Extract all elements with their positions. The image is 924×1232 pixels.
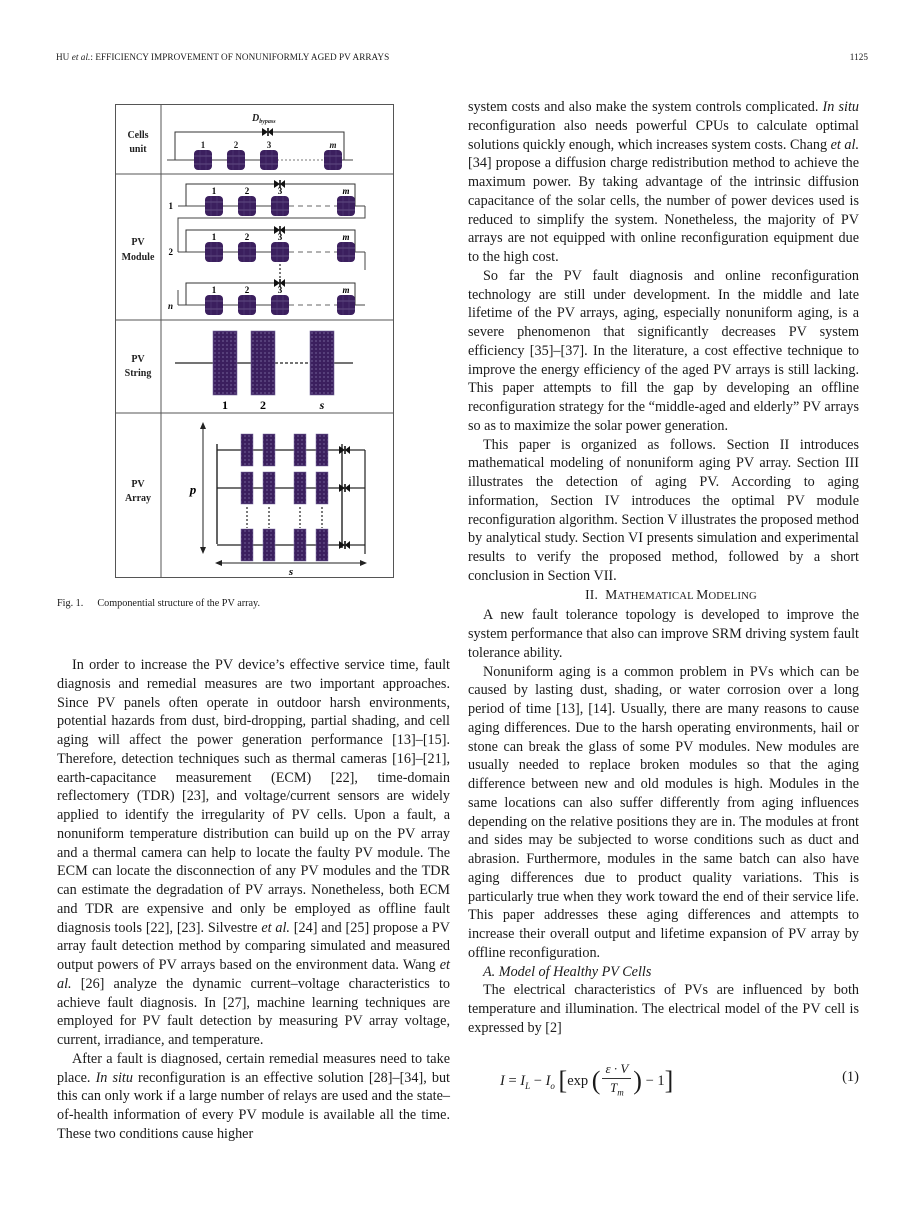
figure-caption: Fig. 1. Componential structure of the PV array. (57, 598, 261, 609)
svg-text:s: s (319, 398, 325, 412)
svg-text:1: 1 (211, 232, 217, 242)
svg-text:s: s (288, 566, 294, 578)
svg-text:2: 2 (233, 140, 239, 150)
svg-text:Array: Array (124, 493, 152, 504)
paragraph: A new fault tolerance topology is developed to improve the system performance that also can improve SRM driving system fault tolerance ability. (468, 607, 859, 661)
cells-unit-diagram (167, 113, 353, 170)
running-title: HU et al.: EFFICIENCY IMPROVEMENT OF NONUNIFORMLY AGED PV ARRAYS (56, 52, 390, 62)
svg-text:String: String (124, 368, 152, 379)
svg-text:3: 3 (277, 232, 283, 242)
svg-text:PV: PV (131, 354, 145, 365)
svg-text:unit: unit (129, 144, 147, 155)
equation-1 (468, 1052, 859, 1102)
svg-text:1: 1 (211, 285, 217, 295)
paragraph: In order to increase the PV device’s effective service time, fault diagnosis and remedial measures are two important approaches. Since PV panels often operate in outdoor harsh environments, potential hazards from dust, bird-dropping, partial shading, and cell aging will affect the power generation performance [13]–[15]. Therefore, detection techniques such as thermal cameras [16]–[21], earth-capacitance measurement (ECM) [22], time-domain reflectomery (TDR) [23], and voltage/current sensors are widely applied to identify the irregularity of PV cells. Upon a fault, a nonuniform temperature distribution can build up on the PV array and a thermal camera can help to locate the faulty PV module. The ECM can locate the disconnection of any PV modules and the TDR can estimate the degradation of PV arrays. Nonetheless, both ECM and TDR are expensive and only be employed as offline fault diagnosis tools [22], [23]. Silvestre et al. [24] and [25] propose a PV array fault detection method by comparing simulated and measured output powers of PV arrays based on the environment data. Wang et al. [26] analyze the dynamic current–voltage characteristics to achieve fault diagnosis. In [27], machine learning techniques are employed for PV fault detection by measuring PV array voltage, current, irradiance, and temperature. (57, 657, 450, 1048)
svg-text:2: 2 (168, 247, 173, 257)
equation-number: (1) (842, 1068, 859, 1085)
svg-text:n: n (167, 301, 173, 311)
paragraph: So far the PV fault diagnosis and online reconfiguration technology are still under development. In the middle and late lifetime of the PV arrays, aging, especially nonuniform aging, is a severe phenomenon that significantly decreases PV system efficiency [35]–[37]. In the literature, a cost effective technique to improve the energy efficiency of the aged PV arrays is still lacking. This paper attempts to fill the gap by developing an offline reconfiguration strategy for the “middle-aged and elderly” PV arrays so as to maximize the solar power generation. (468, 267, 859, 434)
svg-text:2: 2 (260, 398, 266, 412)
equation-body: $I = I_L - I_o$ [exp ( $\frac{\varepsilon \cdot V}{T_m}$ ) − 1] (500, 1060, 674, 1098)
section-heading: II. MATHEMATICAL MODELING (585, 586, 757, 602)
right-column-body (468, 98, 859, 1102)
svg-text:Dbypass: $D_{bypass}$ (252, 113, 276, 125)
svg-text:1: 1 (168, 201, 173, 211)
svg-text:m: m (342, 232, 350, 242)
paragraph: Nonuniform aging is a common problem in PVs which can be caused by lasting dust, shading, or water corrosion over a long period of time [13], [14]. Usually, there are many reasons to cause aging differences. Due to the harsh operating environments, hail or stone can break the glass of some PV modules. New modules are usually needed to replace broken modules so that the aging difference between new and old modules is high. Modules in the same locations can also suffer differently from aging influences depending on the relative positions they are in. The modules at front and sides may be subjected to worse conditions such as duct and abrasion. Furthermore, modules in the same batch can also have aging differences due to product quality variations. This is particularly true when they work toward the end of their service life. This paper addresses these aging differences and attempts to increase their overall output and lifetime expansion of PV array by offline reconfiguration. (468, 663, 859, 961)
pv-array-diagram (189, 422, 367, 578)
svg-text:m: m (342, 186, 350, 196)
svg-text:m: m (329, 140, 337, 150)
svg-text:3: 3 (266, 140, 272, 150)
svg-text:1: 1 (200, 140, 206, 150)
svg-text:2: 2 (244, 285, 250, 295)
pv-module-diagram (168, 180, 365, 315)
svg-text:PV: PV (131, 479, 145, 490)
svg-text:2: 2 (244, 186, 250, 196)
running-header (56, 52, 868, 66)
fig-label-cells-unit: Cells (127, 130, 149, 141)
svg-text:p: p (189, 482, 197, 497)
paragraph: system costs and also make the system controls complicated. In situ reconfiguration also needs powerful CPUs to calculate optimal solutions quickly enough, which increases system costs. Chang et al. [34] propose a diffusion charge redistribution method to achieve the maximum power. By taking advantage of the intrinsic diffusion capacitance of the solar cells, the number of power devices used is reduced to simplify the system. Nonetheless, the majority of PV arrays are not equipped with online reconfiguration equipment due to the high cost. (468, 99, 859, 265)
pv-string-diagram (175, 331, 353, 412)
figure-pv-array-structure (115, 104, 394, 578)
svg-text:2: 2 (244, 232, 250, 242)
svg-text:1: 1 (222, 398, 228, 412)
paragraph: The electrical characteristics of PVs are influenced by both temperature and illumination. The electrical model of the PV cell is expressed by [2] (468, 982, 859, 1036)
paragraph: After a fault is diagnosed, certain remedial measures need to take place. In situ reconfiguration is an effective solution [28]–[34], but this can only work if a large number of relays are used and the state–of-health information of every PV module is available all the time. These two conditions cause higher (57, 1050, 450, 1142)
svg-text:m: m (342, 285, 350, 295)
subsection-heading: A. Model of Healthy PV Cells (483, 963, 652, 980)
svg-text:3: 3 (277, 285, 283, 295)
svg-text:1: 1 (211, 186, 217, 196)
left-column-body (57, 656, 450, 1144)
svg-text:Module: Module (121, 252, 155, 263)
svg-text:3: 3 (277, 186, 283, 196)
paragraph: This paper is organized as follows. Section II introduces mathematical modeling of nonuniform aging PV array. Section III illustrates the detection of aging PV. According to aging information, Section IV introduces the optimal PV module reconfiguration algorithm. Section V illustrates the proposed method by analytical study. Section VI presents simulation and experimental results to verify the proposed method, followed by a short conclusion in Section VII. (468, 436, 859, 584)
page-number: 1125 (849, 52, 868, 62)
svg-text:PV: PV (131, 237, 145, 248)
